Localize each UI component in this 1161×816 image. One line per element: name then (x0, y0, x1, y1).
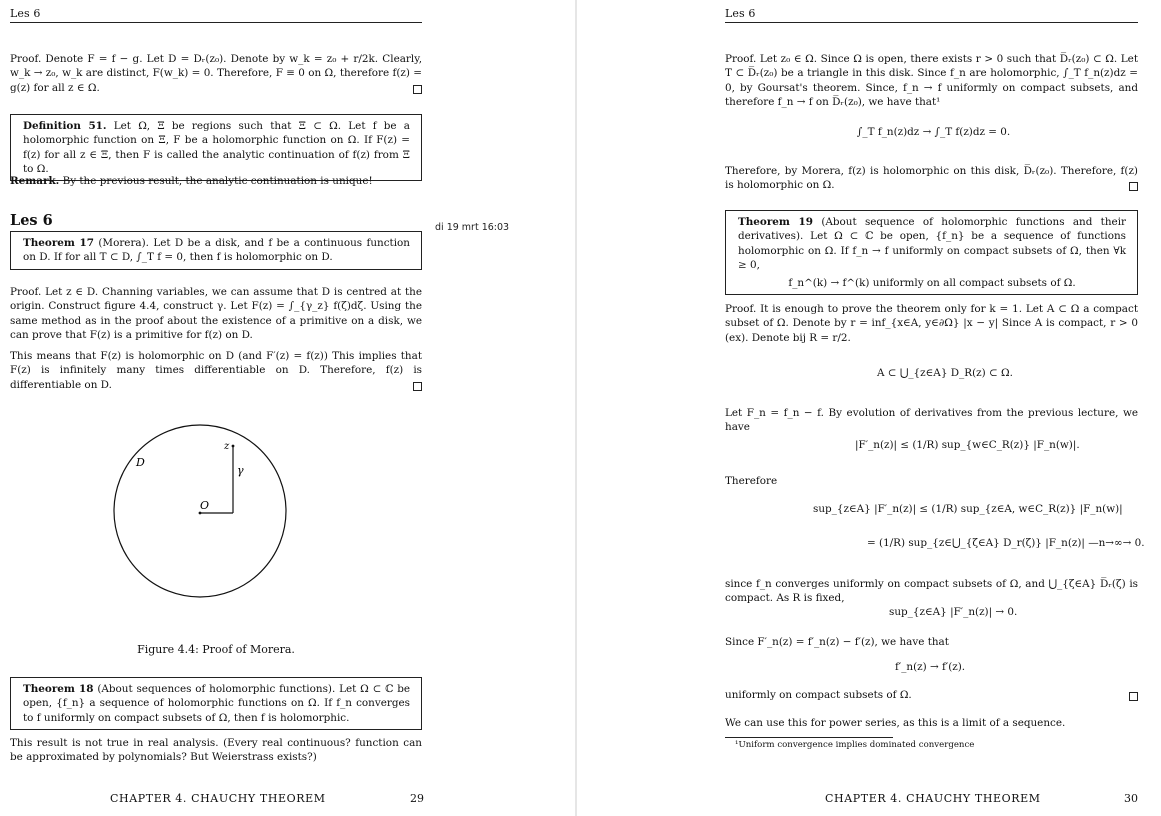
section-heading: Les 6 (10, 212, 53, 229)
proof-theorem-18 (725, 52, 1138, 109)
qed-icon (1129, 692, 1138, 701)
equation-integral-limit: ∫_T f_n(z)dz → ∫_T f(z)dz = 0. (857, 126, 1011, 138)
footnote-rule (725, 737, 893, 738)
equation-derivative-limit: f′_n(z) → f′(z). (895, 661, 966, 673)
equation-sup-bound-1: sup_{z∈A} |F′_n(z)| ≤ (1/R) sup_{z∈A, w∈C_R(z)} |F_n(w)| (813, 503, 1123, 515)
paragraph-since-fn: since f_n converges uniformly on compact subsets of Ω, and ⋃_{ζ∈A} D̅ᵣ(ζ) is compact. As R is fixed, (725, 578, 1138, 605)
left-page (0, 0, 575, 816)
footnote: ¹Uniform convergence implies dominated convergence (735, 740, 975, 750)
theorem-text: Let Ω ⊂ ℂ be open, {f_n} a sequence of holomorphic functions on Ω. If f_n converges to f uniformly on compact subsets of Ω, then f is holomorphic. (23, 683, 410, 724)
theorem-18 (10, 677, 422, 730)
proof-text: This means that F(z) is holomorphic on D (and F′(z) = f(z)) This implies that F(z) is infinitely many times differentiable on D. Therefore, f(z) is differentiable on D. (10, 350, 422, 391)
figure-morera (100, 418, 300, 608)
definition-text: Let Ω, Ξ be regions such that Ξ ⊂ Ω. Let f be a holomorphic function on Ξ, F be a holomorphic function on Ω. If F(z) = f(z) for all z ∈ Ξ, then F is called the analytic continuation of f(z) from Ξ to Ω. (23, 120, 410, 175)
proof-uniqueness (10, 52, 422, 95)
label-z: z (224, 441, 230, 452)
theorem-name: (Morera). (98, 237, 149, 249)
proof-text: Proof. Let z₀ ∈ Ω. Since Ω is open, there exists r > 0 such that D̅ᵣ(z₀) ⊂ Ω. Let T ⊂ D̅ᵣ(z₀) be a triangle in this disk. Since f_n are holomorphic, ∫_T f_n(z)dz = 0, by Goursat's theorem. Since, f_n → f uniformly on compact subsets, and therefore f_n → f on D̅ᵣ(z₀), we have that¹ (725, 53, 1138, 108)
paragraph-let-Fn: Let F_n = f_n − f. By evolution of derivatives from the previous lecture, we have (725, 407, 1138, 434)
z-point (232, 445, 235, 448)
theorem-text: Let D be a disk, and f be a continuous function on D. If for all T ⊂ D, ∫_T f = 0, then f is holomorphic on D. (23, 237, 410, 264)
paragraph-uniform (725, 688, 1138, 702)
qed-icon (413, 85, 422, 94)
origin-point (199, 512, 202, 515)
remark (10, 174, 422, 188)
proof-text: Proof. It is enough to prove the theorem only for k = 1. Let A ⊂ Ω a compact subset of Ω. Denote by r = inf_{x∈A, y∈∂Ω} |x − y| Since A is compact, r > 0 (ex). Denote bij R = r/2. (725, 303, 1138, 344)
theorem-name: (About sequence of holomorphic functions and their derivatives). (738, 216, 1126, 243)
label-gamma: γ (237, 464, 244, 477)
qed-icon (1129, 182, 1138, 191)
remark-text: By the previous result, the analytic continuation is unique! (62, 175, 373, 187)
running-header: Les 6 (725, 7, 1138, 23)
equation-covering: A ⊂ ⋃_{z∈A} D_R(z) ⊂ Ω. (877, 367, 1013, 379)
definition-51 (10, 114, 422, 181)
theorem-19 (725, 210, 1138, 295)
uniform-text: uniformly on compact subsets of Ω. (725, 689, 912, 701)
closing-text: This result is not true in real analysis. (Every real continuous? function can be approximated by polynomials? But Weierstrass exists?) (10, 737, 422, 764)
running-header: Les 6 (10, 7, 422, 23)
definition-label: Definition 51. (23, 120, 107, 132)
annotation-timestamp: di 19 mrt 16:03 (435, 222, 510, 233)
equation-derivative-bound: |F′_n(z)| ≤ (1/R) sup_{w∈C_R(z)} |F_n(w)|. (855, 439, 1080, 451)
equation-sup-bound-2: = (1/R) sup_{z∈⋃_{ζ∈A} D_r(ζ)} |F_n(z)| —n→∞→ 0. (867, 537, 1145, 549)
qed-icon (413, 382, 422, 391)
equation-sup-limit: sup_{z∈A} |F′_n(z)| → 0. (889, 606, 1018, 618)
theorem-label: Theorem 18 (23, 683, 94, 695)
theorem-label: Theorem 19 (738, 216, 813, 228)
page-number: 30 (1124, 792, 1138, 805)
figure-caption: Figure 4.4: Proof of Morera. (137, 643, 295, 656)
theorem-formula: f_n^(k) → f^(k) uniformly on all compact subsets of Ω. (788, 277, 1076, 290)
theorem-name: (About sequences of holomorphic functions). (97, 683, 336, 695)
label-O: O (200, 499, 210, 512)
conclusion-text: Therefore, by Morera, f(z) is holomorphic on this disk, D̅ᵣ(z₀). Therefore, f(z) is holomorphic on Ω. (725, 165, 1138, 192)
proof-morera-continued (10, 349, 422, 392)
paragraph-since-F: Since F′_n(z) = f′_n(z) − f′(z), we have that (725, 636, 949, 648)
page-number: 29 (410, 792, 424, 805)
paragraph-therefore: Therefore (725, 475, 778, 487)
right-page (577, 0, 1161, 816)
proof-morera (10, 285, 422, 342)
morera-conclusion (725, 164, 1138, 193)
closing-remark (10, 736, 422, 765)
page-footer: CHAPTER 4. CHAUCHY THEOREM (110, 792, 326, 805)
theorem-label: Theorem 17 (23, 237, 95, 249)
proof-text: Proof. Let z ∈ D. Channing variables, we can assume that D is centred at the origin. Construct figure 4.4, construct γ. Let F(z) = ∫_{γ_z} f(ζ)dζ. Using the same method as in the proof about the existence of a primitive on a disk, we can prove that F(z) is a primitive for f(z) on D. (10, 286, 422, 341)
remark-label: Remark. (10, 175, 60, 187)
theorem-17 (10, 231, 422, 270)
proof-text: Proof. Denote F = f − g. Let D = Dᵣ(z₀). Denote by w_k = z₀ + r/2k. Clearly, w_k → z₀, w_k are distinct, F(w_k) = 0. Therefore, F ≡ 0 on Ω, therefore f(z) = g(z) for all z ∈ Ω. (10, 53, 422, 94)
theorem-text: Let Ω ⊂ ℂ be open, {f_n} be a sequence of functions holomorphic on Ω. If f_n → f uniformly on compact subsets of Ω, then ∀k ≥ 0, (738, 230, 1126, 271)
page-footer: CHAPTER 4. CHAUCHY THEOREM (825, 792, 1041, 805)
paragraph-power-series: We can use this for power series, as this is a limit of a sequence. (725, 717, 1066, 729)
proof-theorem-19 (725, 302, 1138, 345)
label-D: D (136, 456, 145, 469)
